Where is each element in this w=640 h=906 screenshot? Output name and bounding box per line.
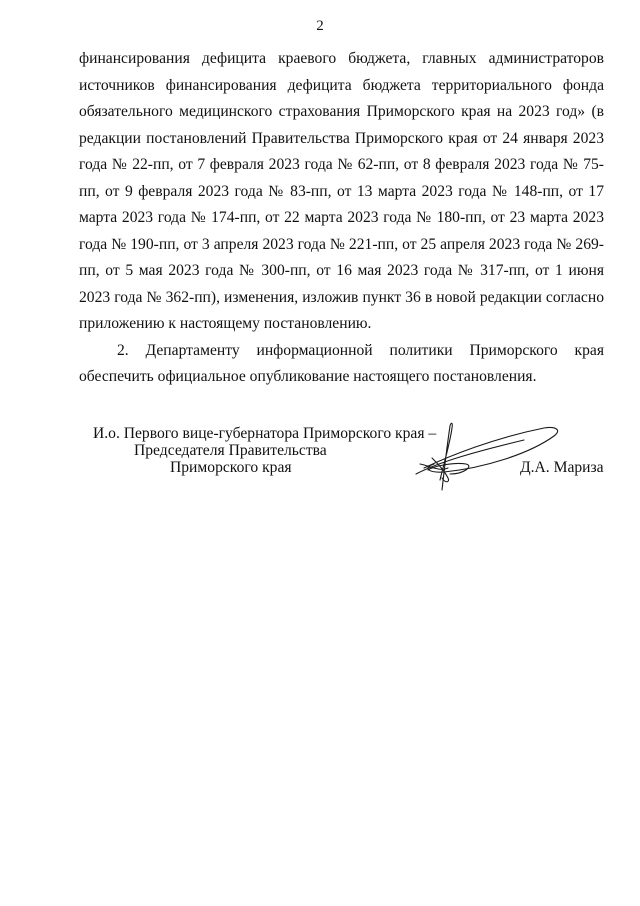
- paragraph-item-2: 2. Департаменту информационной политики Приморского края обеспечить официальное опубликование настоящего постановления.: [79, 341, 604, 385]
- handwritten-signature-icon: [404, 418, 564, 493]
- signatory-title-line-2: Председателя Правительства: [134, 442, 327, 459]
- signatory-title-line-3: Приморского края: [170, 459, 292, 476]
- paragraph-continuation: финансирования дефицита краевого бюджета, главных администраторов источников финансирования дефицита бюджета территориального фонда обязательного медицинского страхования Приморского края на 2023 год» (в редакции постановлений Правительства Приморского края от 24 января 2023 года № 22-пп, от 7 февраля 2023 года № 62-пп, от 8 февраля 2023 года № 75-пп, от 9 февраля 2023 года № 83-пп, от 13 марта 2023 года № 148-пп, от 17 марта 2023 года № 174-пп, от 22 марта 2023 года № 180-пп, от 23 марта 2023 года № 190-пп, от 3 апреля 2023 года № 221-пп, от 25 апреля 2023 года № 269-пп, от 5 мая 2023 года № 300-пп, от 16 мая 2023 года № 317-пп, от 1 июня 2023 года № 362-пп), изменения, изложив пункт 36 в новой редакции согласно приложению к настоящему постановлению.: [79, 50, 604, 332]
- page-number: 2: [316, 18, 324, 34]
- signatory-title-line-1: И.о. Первого вице-губернатора Приморского края –: [93, 425, 437, 442]
- document-body: [79, 46, 604, 391]
- signatory-name: Д.А. Мариза: [520, 459, 604, 476]
